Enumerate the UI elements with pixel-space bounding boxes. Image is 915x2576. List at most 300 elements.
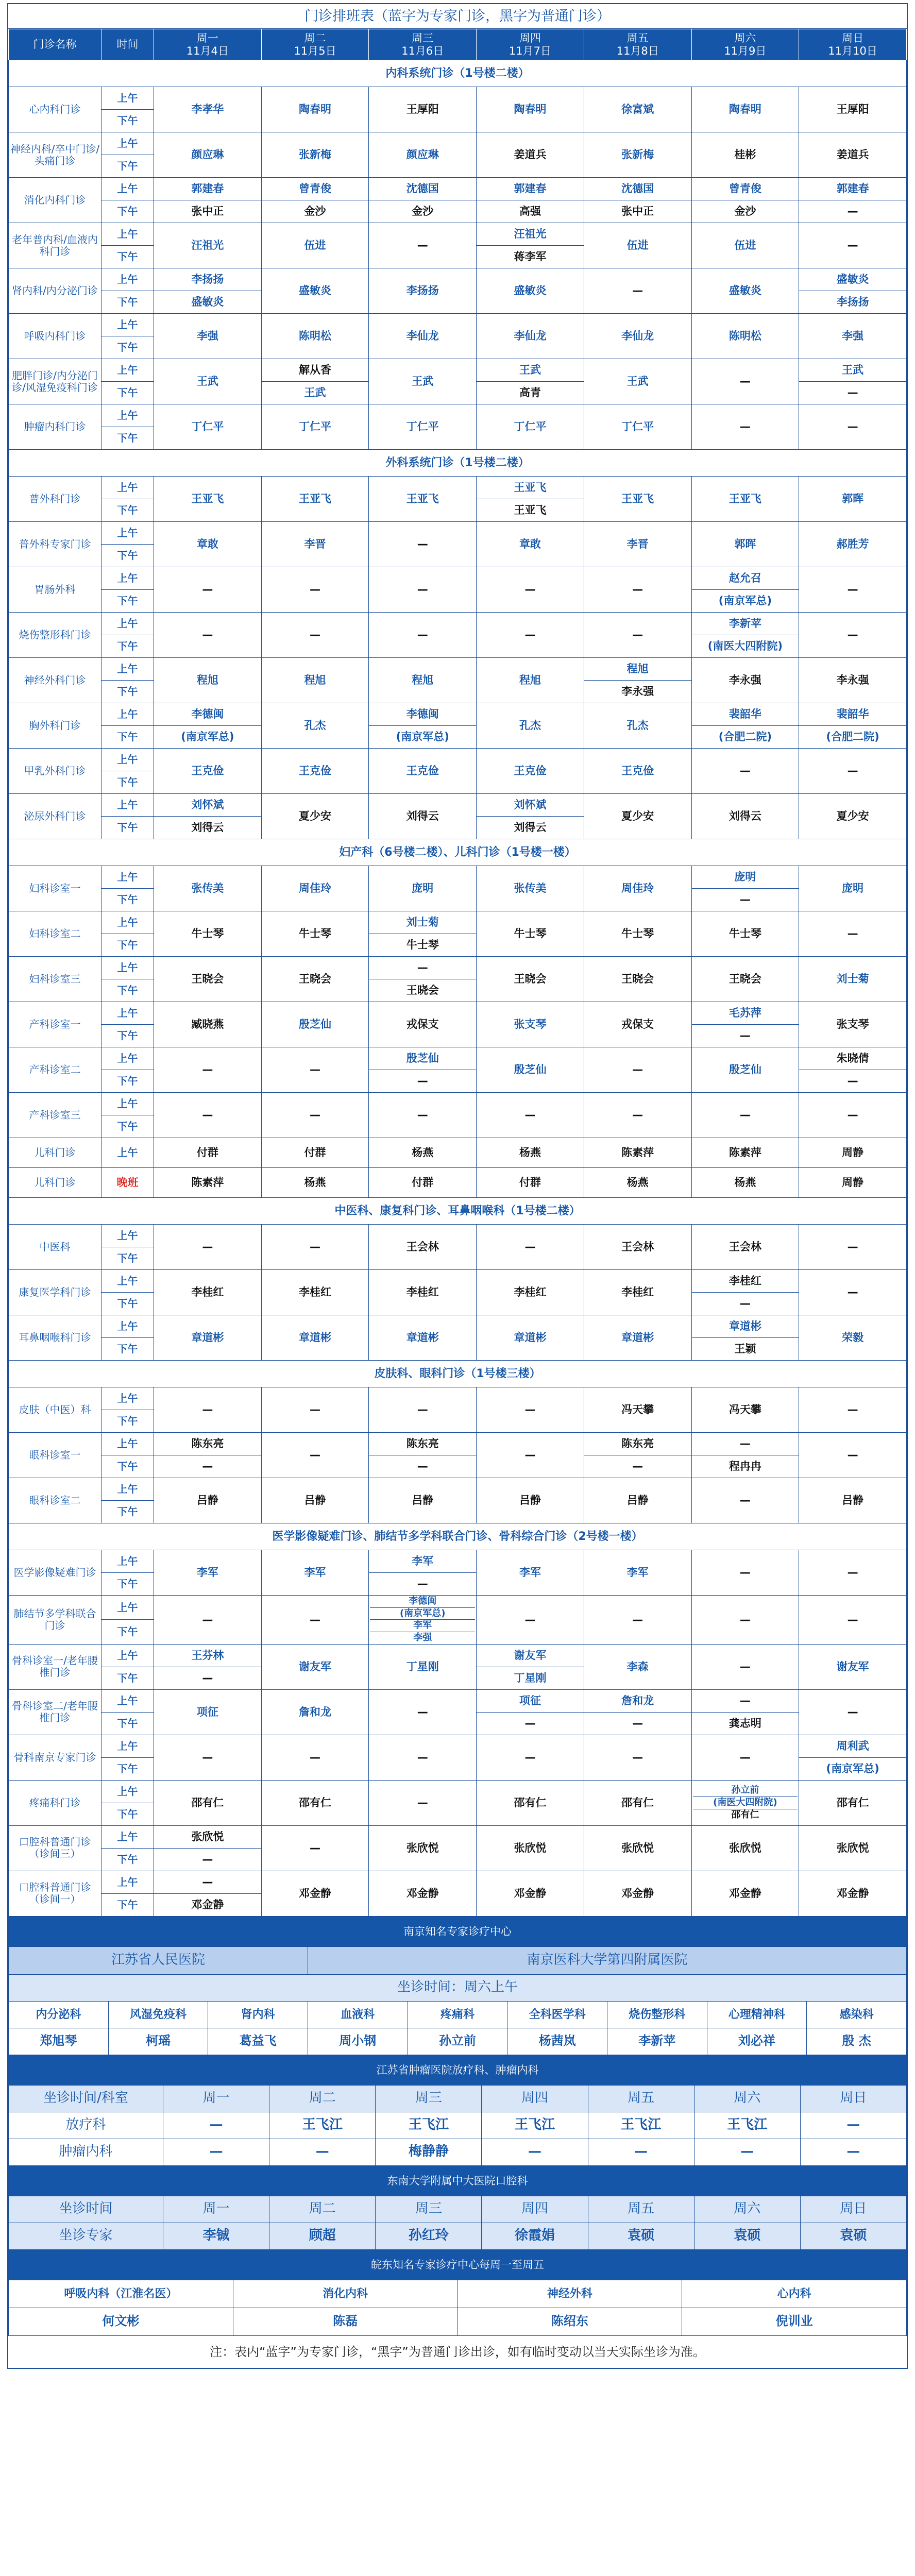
time-slot: 下午 bbox=[101, 979, 154, 1002]
schedule-cell bbox=[799, 957, 907, 1002]
schedule-cell bbox=[799, 291, 907, 314]
doctor-name: — bbox=[202, 1613, 213, 1626]
doctor-name: — bbox=[847, 765, 858, 777]
schedule-cell bbox=[154, 1848, 262, 1871]
section-title: 医学影像疑难门诊、肺结节多学科联合门诊、骨科综合门诊（2号楼一楼） bbox=[9, 1523, 907, 1550]
doctor-name: 章道彬 bbox=[621, 1331, 654, 1344]
dept-name: 眼科诊室二 bbox=[9, 1478, 101, 1523]
doctor-name: 李强 bbox=[196, 330, 218, 343]
doctor-name: 伍进 bbox=[304, 239, 326, 252]
doctor-name: 王克俭 bbox=[621, 765, 654, 777]
schedule-cell bbox=[477, 200, 584, 223]
schedule-cell bbox=[261, 268, 369, 314]
doctor-name: 郭建春 bbox=[191, 182, 224, 195]
doctor-name: 张欣悦 bbox=[836, 1842, 869, 1855]
schedule-cell bbox=[369, 1002, 477, 1047]
doctor-name: 郭建春 bbox=[514, 182, 547, 195]
doctor-name: 李桂红 bbox=[621, 1286, 654, 1299]
schedule-cell bbox=[799, 749, 907, 794]
schedule-cell bbox=[369, 1689, 477, 1735]
table-row bbox=[9, 404, 907, 427]
dept-name: 妇科诊室二 bbox=[9, 911, 101, 957]
dept-name: 肥胖门诊/内分泌门诊/风湿免疫科门诊 bbox=[9, 359, 101, 404]
schedule-cell bbox=[584, 200, 691, 223]
day-name: 周五 bbox=[626, 32, 649, 45]
doctor-name: 庞明 bbox=[734, 871, 756, 884]
column-day bbox=[477, 29, 584, 60]
schedule-cell bbox=[799, 866, 907, 911]
expert-dept: 血液科 bbox=[308, 2001, 408, 2028]
schedule-cell bbox=[369, 1225, 477, 1270]
day-date: 11月4日 bbox=[186, 44, 229, 57]
doctor-name: — bbox=[310, 629, 321, 641]
doctor-name: 杨燕 bbox=[626, 1176, 649, 1189]
column-day bbox=[369, 29, 477, 60]
doctor-name: — bbox=[739, 893, 751, 906]
dental-expert-label: 坐诊专家 bbox=[9, 2223, 163, 2249]
tumor-day: 周三 bbox=[376, 2085, 482, 2112]
schedule-cell bbox=[584, 681, 691, 703]
doctor-name: 谢友军 bbox=[836, 1660, 869, 1673]
schedule-cell bbox=[477, 794, 584, 817]
schedule-cell bbox=[799, 1433, 907, 1478]
schedule-cell bbox=[691, 314, 799, 359]
schedule-cell bbox=[477, 866, 584, 911]
time-slot: 上午 bbox=[101, 1478, 154, 1501]
hospital-row bbox=[9, 1946, 907, 1974]
doctor-name: 杨燕 bbox=[519, 1146, 541, 1159]
doctor-name: 王克俭 bbox=[406, 765, 439, 777]
schedule-cell bbox=[369, 613, 477, 658]
doctor-name: — bbox=[310, 1403, 321, 1416]
doctor-name: 程冉冉 bbox=[728, 1460, 761, 1473]
schedule-cell bbox=[477, 268, 584, 314]
tumor-doctor: — bbox=[694, 2139, 800, 2165]
doctor-name: 桂彬 bbox=[734, 148, 756, 161]
tumor-title: 江苏省肿瘤医院放疗科、肿瘤内科 bbox=[9, 2055, 907, 2085]
table-row bbox=[9, 1138, 907, 1168]
time-slot: 上午 bbox=[101, 1047, 154, 1070]
doctor-name: 吕静 bbox=[842, 1494, 864, 1507]
doctor-name: 丁星刚 bbox=[514, 1672, 547, 1685]
schedule-cell bbox=[261, 1270, 369, 1315]
table-row bbox=[9, 132, 907, 155]
schedule-cell bbox=[261, 522, 369, 567]
schedule-cell bbox=[261, 1478, 369, 1523]
schedule-cell bbox=[691, 1550, 799, 1596]
doctor-name: 王亚飞 bbox=[191, 493, 224, 505]
dept-name: 康复医学科门诊 bbox=[9, 1270, 101, 1315]
time-slot: 上午 bbox=[101, 866, 154, 889]
schedule-cell bbox=[154, 1780, 262, 1825]
time-slot: 下午 bbox=[101, 545, 154, 567]
schedule-cell bbox=[477, 1871, 584, 1916]
schedule-cell bbox=[369, 1138, 477, 1168]
schedule-cell bbox=[154, 1689, 262, 1735]
doctor-name: 周佳玲 bbox=[299, 882, 332, 895]
doctor-name: — bbox=[739, 765, 751, 777]
tumor-day: 周日 bbox=[800, 2085, 906, 2112]
section-title: 妇产科（6号楼二楼）、儿科门诊（1号楼一楼） bbox=[9, 839, 907, 866]
schedule-cell bbox=[261, 1093, 369, 1138]
time-slot: 下午 bbox=[101, 726, 154, 749]
schedule-cell bbox=[477, 1138, 584, 1168]
time-slot: 下午 bbox=[101, 934, 154, 957]
tumor-doctor: 王飞江 bbox=[376, 2112, 482, 2139]
schedule-cell bbox=[261, 1225, 369, 1270]
doctor-name: 付群 bbox=[412, 1176, 434, 1189]
time-slot: 上午 bbox=[101, 178, 154, 200]
schedule-cell bbox=[799, 567, 907, 613]
schedule-cell bbox=[369, 1168, 477, 1198]
schedule-cell bbox=[477, 957, 584, 1002]
doctor-name: 戎保支 bbox=[621, 1018, 654, 1031]
doctor-name: 丁仁平 bbox=[621, 420, 654, 433]
doctor-name: 章敢 bbox=[196, 538, 218, 551]
doctor-name: 李桂红 bbox=[191, 1286, 224, 1299]
dental-day: 周五 bbox=[588, 2196, 694, 2223]
schedule-cell bbox=[691, 889, 799, 911]
time-slot: 下午 bbox=[101, 499, 154, 522]
doctor-name: 荣毅 bbox=[842, 1331, 864, 1344]
time-slot: 下午 bbox=[101, 291, 154, 314]
wandong-title: 皖东知名专家诊疗中心每周一至周五 bbox=[9, 2250, 907, 2280]
schedule-cell bbox=[799, 132, 907, 178]
schedule-cell bbox=[261, 1871, 369, 1916]
schedule-cell bbox=[261, 1315, 369, 1361]
schedule-cell bbox=[261, 477, 369, 522]
schedule-cell bbox=[477, 817, 584, 839]
schedule-cell bbox=[154, 1138, 262, 1168]
doctor-name: 张新梅 bbox=[299, 148, 332, 161]
doctor-name: 李扬扬 bbox=[836, 296, 869, 309]
doctor-name: 毛苏萍 bbox=[728, 1007, 761, 1020]
doctor-name: 陈东亮 bbox=[406, 1437, 439, 1450]
table-row bbox=[9, 658, 907, 681]
schedule-cell bbox=[154, 404, 262, 450]
time-slot: 下午 bbox=[101, 1803, 154, 1825]
schedule-cell bbox=[691, 866, 799, 889]
schedule-cell bbox=[261, 1138, 369, 1168]
table-row bbox=[9, 359, 907, 382]
band-row bbox=[9, 1917, 907, 1946]
time-slot: 上午 bbox=[101, 404, 154, 427]
section-header bbox=[9, 1361, 907, 1387]
schedule-cell bbox=[154, 1825, 262, 1848]
dept-name: 产科诊室三 bbox=[9, 1093, 101, 1138]
page-title: 门诊排班表（蓝字为专家门诊，黑字为普通门诊） bbox=[8, 4, 907, 29]
doctor-name: — bbox=[632, 629, 643, 641]
doctor-name: — bbox=[847, 386, 858, 399]
schedule-cell bbox=[584, 1455, 691, 1478]
schedule-cell bbox=[477, 1047, 584, 1093]
column-dept: 门诊名称 bbox=[9, 29, 101, 60]
schedule-cell bbox=[369, 268, 477, 314]
doctor-row bbox=[9, 2028, 907, 2055]
header-row bbox=[9, 29, 907, 60]
doctor-name: — bbox=[310, 1613, 321, 1626]
schedule-cell bbox=[799, 477, 907, 522]
schedule-cell bbox=[369, 314, 477, 359]
schedule-cell bbox=[691, 132, 799, 178]
expert-dept: 感染科 bbox=[807, 2001, 907, 2028]
doctor-name: — bbox=[524, 1751, 536, 1764]
tumor-row bbox=[9, 2112, 907, 2139]
schedule-cell bbox=[691, 1478, 799, 1523]
schedule-cell bbox=[799, 178, 907, 200]
time-slot: 上午 bbox=[101, 1225, 154, 1247]
schedule-cell bbox=[261, 1689, 369, 1735]
doctor-name: 谢友军 bbox=[514, 1649, 547, 1662]
schedule-cell bbox=[154, 1871, 262, 1893]
table-row bbox=[9, 1433, 907, 1455]
doctor-name: 张中正 bbox=[621, 205, 654, 218]
doctor-name: 张欣悦 bbox=[514, 1842, 547, 1855]
doctor-name: (南医大四附院) bbox=[707, 640, 783, 653]
schedule-cell bbox=[691, 87, 799, 132]
doctor-name: 刘得云 bbox=[406, 810, 439, 823]
schedule-cell bbox=[154, 703, 262, 726]
schedule-cell bbox=[154, 223, 262, 268]
schedule-cell bbox=[369, 911, 477, 934]
schedule-cell bbox=[584, 268, 691, 314]
schedule-cell bbox=[799, 726, 907, 749]
table-row bbox=[9, 1455, 907, 1478]
schedule-cell bbox=[369, 703, 477, 726]
doctor-name: 李孝华 bbox=[191, 103, 224, 116]
table-row bbox=[9, 1478, 907, 1501]
time-slot: 下午 bbox=[101, 336, 154, 359]
doctor-name: 孔杰 bbox=[626, 719, 649, 732]
section-title: 内科系统门诊（1号楼二楼） bbox=[9, 60, 907, 87]
time-slot: 下午 bbox=[101, 1247, 154, 1270]
schedule-cell bbox=[154, 1225, 262, 1270]
tumor-head-label: 坐诊时间/科室 bbox=[9, 2085, 163, 2112]
time-slot: 上午 bbox=[101, 132, 154, 155]
table-row bbox=[9, 1387, 907, 1410]
doctor-name: 殷芝仙 bbox=[406, 1052, 439, 1065]
schedule-cell bbox=[261, 1387, 369, 1433]
schedule-cell bbox=[477, 1825, 584, 1871]
dept-name: 普外科门诊 bbox=[9, 477, 101, 522]
time-slot: 下午 bbox=[101, 590, 154, 613]
doctor-name: — bbox=[310, 1241, 321, 1253]
schedule-cell bbox=[154, 522, 262, 567]
expert-doctor: 殷 杰 bbox=[807, 2028, 907, 2055]
schedule-cell bbox=[369, 1315, 477, 1361]
table-row bbox=[9, 957, 907, 979]
doctor-name: — bbox=[417, 239, 428, 252]
doctor-name: 章敢 bbox=[519, 538, 541, 551]
time-slot: 上午 bbox=[101, 1871, 154, 1893]
doctor-name: (南京军总) bbox=[370, 1607, 475, 1620]
schedule-cell bbox=[584, 613, 691, 658]
tumor-day: 周六 bbox=[694, 2085, 800, 2112]
hospital-name: 南京医科大学第四附属医院 bbox=[308, 1946, 906, 1974]
doctor-name: — bbox=[202, 629, 213, 641]
schedule-cell bbox=[154, 359, 262, 404]
dental-doctor: 孙红玲 bbox=[376, 2223, 482, 2249]
doctor-name: 郝胜芳 bbox=[836, 538, 869, 551]
doctor-name: 牛士琴 bbox=[621, 927, 654, 940]
schedule-cell bbox=[369, 1070, 477, 1093]
schedule-cell bbox=[799, 522, 907, 567]
doctor-name: 王克俭 bbox=[191, 765, 224, 777]
column-day bbox=[261, 29, 369, 60]
expert-dept: 内分泌科 bbox=[9, 2001, 109, 2028]
schedule-cell bbox=[691, 178, 799, 200]
schedule-cell bbox=[477, 1225, 584, 1270]
schedule-cell bbox=[154, 178, 262, 200]
time-slot: 下午 bbox=[101, 1115, 154, 1138]
time-slot: 上午 bbox=[101, 911, 154, 934]
time-slot: 下午 bbox=[101, 817, 154, 839]
doctor-name: 王晓会 bbox=[191, 973, 224, 986]
doctor-name: 陈明松 bbox=[299, 330, 332, 343]
dept-name: 烧伤整形科门诊 bbox=[9, 613, 101, 658]
expert-doctor: 柯瑶 bbox=[108, 2028, 208, 2055]
column-day bbox=[691, 29, 799, 60]
time-slot: 下午 bbox=[101, 1573, 154, 1596]
schedule-cell bbox=[584, 1270, 691, 1315]
dental-day: 周三 bbox=[376, 2196, 482, 2223]
dept-name: 口腔科普通门诊（诊间一） bbox=[9, 1871, 101, 1916]
wandong-doctor-row bbox=[9, 2308, 907, 2335]
doctor-name: — bbox=[417, 1578, 428, 1590]
doctor-name: 刘得云 bbox=[191, 821, 224, 834]
dept-row bbox=[9, 2001, 907, 2028]
doctor-name: 周静 bbox=[842, 1146, 864, 1159]
dental-day: 周二 bbox=[269, 2196, 376, 2223]
dept-name: 泌尿外科门诊 bbox=[9, 794, 101, 839]
doctor-name: 章道彬 bbox=[299, 1331, 332, 1344]
doctor-name: — bbox=[739, 1566, 751, 1579]
doctor-name: 裴韶华 bbox=[728, 708, 761, 721]
doctor-name: 邓金静 bbox=[621, 1887, 654, 1900]
schedule-cell bbox=[154, 314, 262, 359]
table-row bbox=[9, 1002, 907, 1025]
table-row bbox=[9, 223, 907, 246]
day-name: 周日 bbox=[842, 32, 864, 45]
time-slot: 下午 bbox=[101, 889, 154, 911]
doctor-name: 王克俭 bbox=[299, 765, 332, 777]
dept-name: 中医科 bbox=[9, 1225, 101, 1270]
dept-name: 呼吸内科门诊 bbox=[9, 314, 101, 359]
schedule-cell bbox=[477, 567, 584, 613]
doctor-name: 王武 bbox=[412, 375, 434, 388]
doctor-name: — bbox=[417, 1403, 428, 1416]
schedule-cell bbox=[799, 613, 907, 658]
section-header bbox=[9, 1523, 907, 1550]
doctor-name: 牛士琴 bbox=[514, 927, 547, 940]
tumor-doctor: 王飞江 bbox=[588, 2112, 694, 2139]
schedule-cell bbox=[154, 911, 262, 957]
doctor-name: 戎保支 bbox=[406, 1018, 439, 1031]
doctor-name: 王晓会 bbox=[621, 973, 654, 986]
schedule-cell bbox=[584, 794, 691, 839]
schedule-cell bbox=[369, 178, 477, 200]
schedule-cell bbox=[584, 359, 691, 404]
doctor-name: 伍进 bbox=[734, 239, 756, 252]
schedule-cell bbox=[369, 658, 477, 703]
time-slot: 下午 bbox=[101, 635, 154, 658]
doctor-name: 吕静 bbox=[519, 1494, 541, 1507]
time-slot: 上午 bbox=[101, 1550, 154, 1573]
schedule-cell bbox=[477, 1689, 584, 1712]
dental-doctor: 顾超 bbox=[269, 2223, 376, 2249]
doctor-name: 李德闽 bbox=[409, 1596, 437, 1606]
schedule-cell bbox=[477, 613, 584, 658]
famous-expert-center bbox=[8, 1917, 907, 2055]
doctor-name: — bbox=[417, 1751, 428, 1764]
schedule-cell bbox=[584, 1712, 691, 1735]
schedule-cell bbox=[154, 1735, 262, 1780]
time-slot: 上午 bbox=[101, 477, 154, 499]
doctor-name: — bbox=[632, 1751, 643, 1764]
schedule-cell bbox=[477, 359, 584, 382]
doctor-name: — bbox=[417, 1109, 428, 1122]
doctor-name: 吕静 bbox=[626, 1494, 649, 1507]
schedule-cell bbox=[261, 314, 369, 359]
tumor-doctor: — bbox=[269, 2139, 376, 2165]
schedule-cell bbox=[154, 268, 262, 291]
schedule-cell bbox=[799, 382, 907, 404]
doctor-name: 李强 bbox=[842, 330, 864, 343]
doctor-name: 周静 bbox=[842, 1176, 864, 1189]
schedule-cell bbox=[691, 635, 799, 658]
schedule-cell bbox=[691, 1596, 799, 1645]
doctor-name: 王克俭 bbox=[514, 765, 547, 777]
doctor-name: — bbox=[417, 961, 428, 974]
schedule-cell bbox=[584, 1825, 691, 1871]
schedule-cell bbox=[799, 1871, 907, 1916]
schedule-cell bbox=[369, 1550, 477, 1573]
schedule-cell bbox=[369, 567, 477, 613]
doctor-name: 张欣悦 bbox=[406, 1842, 439, 1855]
expert-doctor: 杨茜岚 bbox=[507, 2028, 607, 2055]
doctor-name: — bbox=[310, 583, 321, 596]
table-row bbox=[9, 477, 907, 499]
column-day bbox=[154, 29, 262, 60]
time-slot: 下午 bbox=[101, 1338, 154, 1361]
schedule-cell bbox=[369, 223, 477, 268]
band-row bbox=[9, 2055, 907, 2085]
schedule-cell bbox=[154, 817, 262, 839]
tumor-day: 周四 bbox=[482, 2085, 588, 2112]
dept-name: 医学影像疑难门诊 bbox=[9, 1550, 101, 1596]
doctor-name: 程旭 bbox=[196, 674, 218, 687]
table-row bbox=[9, 1550, 907, 1573]
schedule-cell bbox=[799, 87, 907, 132]
doctor-name: 牛士琴 bbox=[406, 939, 439, 952]
time-slot: 下午 bbox=[101, 1848, 154, 1871]
schedule-cell bbox=[584, 866, 691, 911]
doctor-name: — bbox=[310, 1063, 321, 1076]
table-row bbox=[9, 703, 907, 726]
doctor-name: 盛敏炎 bbox=[191, 296, 224, 309]
schedule-cell bbox=[154, 726, 262, 749]
dept-name: 甲乳外科门诊 bbox=[9, 749, 101, 794]
schedule-cell bbox=[477, 1478, 584, 1523]
schedule-cell bbox=[584, 658, 691, 681]
schedule-cell bbox=[477, 1168, 584, 1198]
section-header bbox=[9, 450, 907, 477]
dept-name: 产科诊室二 bbox=[9, 1047, 101, 1093]
schedule-cell bbox=[691, 613, 799, 635]
schedule-cell bbox=[477, 911, 584, 957]
schedule-cell bbox=[154, 1315, 262, 1361]
schedule-cell bbox=[477, 1712, 584, 1735]
